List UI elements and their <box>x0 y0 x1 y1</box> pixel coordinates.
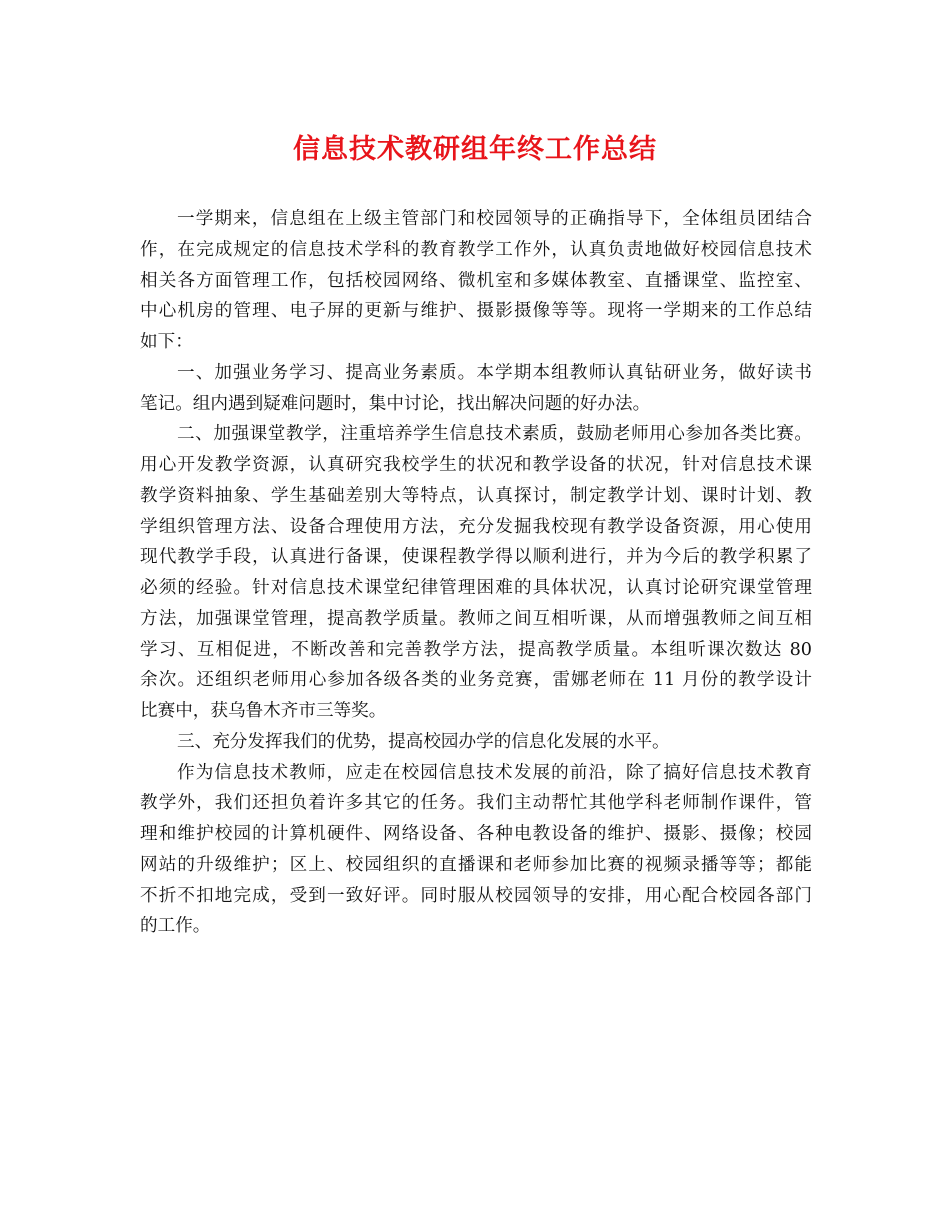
body-line: 不折不扣地完成，受到一致好评。同时服从校园领导的安排，用心配合校园各部门 <box>140 885 812 906</box>
body-line: 教学资料抽象、学生基础差别大等特点，认真探讨，制定教学计划、课时计划、教 <box>140 485 812 506</box>
body-line: 余次。还组织老师用心参加各级各类的业务竞赛，雷娜老师在 11 月份的教学设计 <box>140 670 812 691</box>
body-line: 中心机房的管理、电子屏的更新与维护、摄影摄像等等。现将一学期来的工作总结 <box>140 301 812 322</box>
body-line: 如下： <box>140 332 193 352</box>
body-line: 必须的经验。针对信息技术课堂纪律管理困难的具体状况，认真讨论研究课堂管理 <box>140 578 812 598</box>
body-line: 的工作。 <box>140 916 211 937</box>
body-line: 教学外，我们还担负着许多其它的任务。我们主动帮忙其他学科老师制作课件，管 <box>140 793 812 814</box>
body-line: 笔记。组内遇到疑难问题时，集中讨论，找出解决问题的好办法。 <box>140 393 651 414</box>
body-line: 二、加强课堂教学，注重培养学生信息技术素质，鼓励老师用心参加各类比赛。 <box>177 424 812 445</box>
body-line: 理和维护校园的计算机硬件、网络设备、各种电教设备的维护、摄影、摄像；校园 <box>140 824 812 844</box>
body-line: 一、加强业务学习、提高业务素质。本学期本组教师认真钻研业务，做好读书 <box>177 362 812 383</box>
body-line: 作为信息技术教师，应走在校园信息技术发展的前沿，除了搞好信息技术教育 <box>177 762 812 783</box>
body-line: 用心开发教学资源，认真研究我校学生的状况和教学设备的状况，针对信息技术课 <box>140 455 812 475</box>
body-line: 相关各方面管理工作，包括校园网络、微机室和多媒体教室、直播课堂、监控室、 <box>140 270 812 291</box>
document-title: 信息技术教研组年终工作总结 <box>293 134 657 165</box>
body-line: 学组织管理方法、设备合理使用方法，充分发掘我校现有教学设备资源，用心使用 <box>140 516 812 537</box>
body-line: 作，在完成规定的信息技术学科的教育教学工作外，认真负责地做好校园信息技术 <box>140 239 812 260</box>
body-line: 学习、互相促进，不断改善和完善教学方法，提高教学质量。本组听课次数达 80 <box>140 639 812 660</box>
body-line: 网站的升级维护；区上、校园组织的直播课和老师参加比赛的视频录播等等；都能 <box>140 854 812 875</box>
body-line: 方法，加强课堂管理，提高教学质量。教师之间互相听课，从而增强教师之间互相 <box>140 608 812 629</box>
document-body <box>140 204 812 942</box>
body-line: 三、充分发挥我们的优势，提高校园办学的信息化发展的水平。 <box>177 731 670 752</box>
body-line: 现代教学手段，认真进行备课，使课程教学得以顺利进行，并为今后的教学积累了 <box>140 547 812 568</box>
body-line: 一学期来，信息组在上级主管部门和校园领导的正确指导下，全体组员团结合 <box>177 209 812 229</box>
body-line: 比赛中，获乌鲁木齐市三等奖。 <box>140 701 387 721</box>
